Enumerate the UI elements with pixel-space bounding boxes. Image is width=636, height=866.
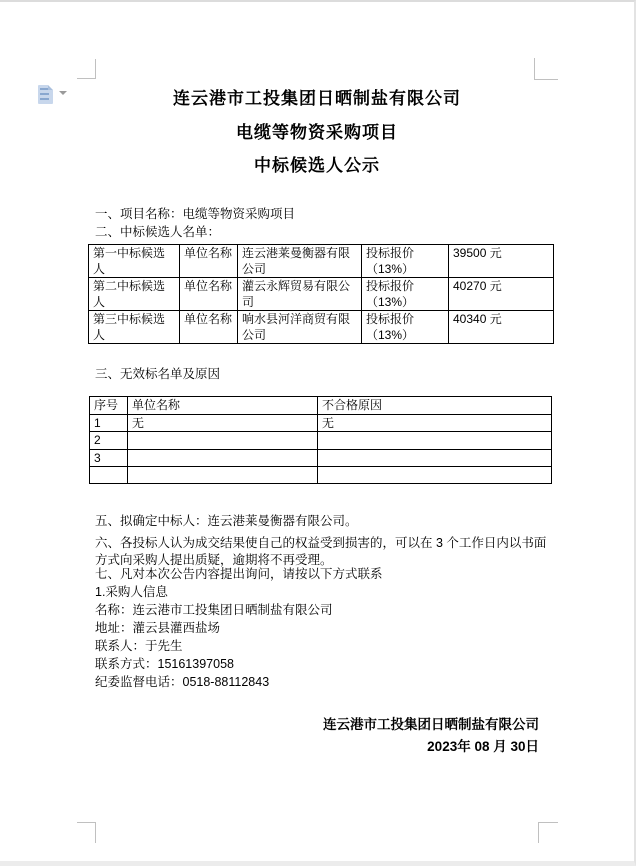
unit-cell: 无 [128,414,318,432]
signature-company: 连云港市工投集团日晒制盐有限公司 [323,717,539,732]
table-row [89,278,554,311]
buyer-name: 名称：连云港市工投集团日晒制盐有限公司 [95,603,333,617]
price-cell: 39500 元 [449,245,554,278]
unit-cell [128,432,318,450]
unit-label-cell: 单位名称 [180,278,238,311]
price-label-cell: 投标报价（13%） [362,245,449,278]
unit-cell [128,449,318,467]
table-row [89,245,554,278]
crop-mark-top-right [534,58,558,80]
table-row [89,311,554,344]
index-cell: 1 [90,414,128,432]
supervision-phone: 纪委监督电话：0518-88112843 [95,675,270,689]
company-cell: 响水县河洋商贸有限公司 [238,311,362,344]
section-proposed-winner: 五、拟确定中标人：连云港莱曼衡器有限公司。 [95,514,358,528]
index-cell: 2 [90,432,128,450]
company-cell: 灌云永辉贸易有限公司 [238,278,362,311]
table-row [90,432,552,450]
company-cell: 连云港莱曼衡器有限公司 [238,245,362,278]
reason-cell [318,449,552,467]
rank-cell: 第三中标候选人 [89,311,180,344]
signature-date: 2023年 08 月 30日 [427,739,539,754]
crop-mark-top-left [77,59,96,79]
table-row [90,449,552,467]
index-cell: 3 [90,449,128,467]
reason-cell: 无 [318,414,552,432]
table-row [90,467,552,484]
doc-title-company: 连云港市工投集团日晒制盐有限公司 [173,89,461,108]
header-cell-unit: 单位名称 [128,397,318,415]
table-row [90,414,552,432]
price-cell: 40270 元 [449,278,554,311]
rank-cell: 第一中标候选人 [89,245,180,278]
price-label-cell: 投标报价（13%） [362,278,449,311]
price-cell: 40340 元 [449,311,554,344]
doc-title-announcement: 中标候选人公示 [254,156,380,175]
section-candidate-list-heading: 二、中标候选人名单： [95,225,221,239]
section-objection-notice: 六、各投标人认为成交结果使自己的权益受到损害的，可以在 3 个工作日内以书面方式向采购人提出质疑，逾期将不再受理。 [95,536,547,567]
price-label-cell: 投标报价（13%） [362,311,449,344]
unit-label-cell: 单位名称 [180,311,238,344]
index-cell [90,467,128,484]
buyer-info-heading: 1.采购人信息 [95,585,168,599]
rank-cell: 第二中标候选人 [89,278,180,311]
header-cell-index: 序号 [90,397,128,415]
section-invalid-bids-heading: 三、无效标名单及原因 [95,367,221,381]
buyer-address: 地址：灌云县灌西盐场 [95,621,221,635]
buyer-contact-phone: 联系方式：15161397058 [95,657,234,671]
unit-cell [128,467,318,484]
reason-cell [318,432,552,450]
candidates-table [88,244,554,344]
section-inquiry-contact: 七、凡对本次公告内容提出询问，请按以下方式联系 [95,567,383,581]
doc-title-project: 电缆等物资采购项目 [236,123,398,142]
header-cell-reason: 不合格原因 [318,397,552,415]
section-project-name: 一、项目名称：电缆等物资采购项目 [95,207,296,221]
table-header-row [90,397,552,415]
unit-label-cell: 单位名称 [180,245,238,278]
buyer-contact-person: 联系人：于先生 [95,639,183,653]
reason-cell [318,467,552,484]
crop-mark-bottom-left [77,822,96,843]
crop-mark-bottom-right [538,822,558,843]
invalid-bids-table [89,396,552,484]
